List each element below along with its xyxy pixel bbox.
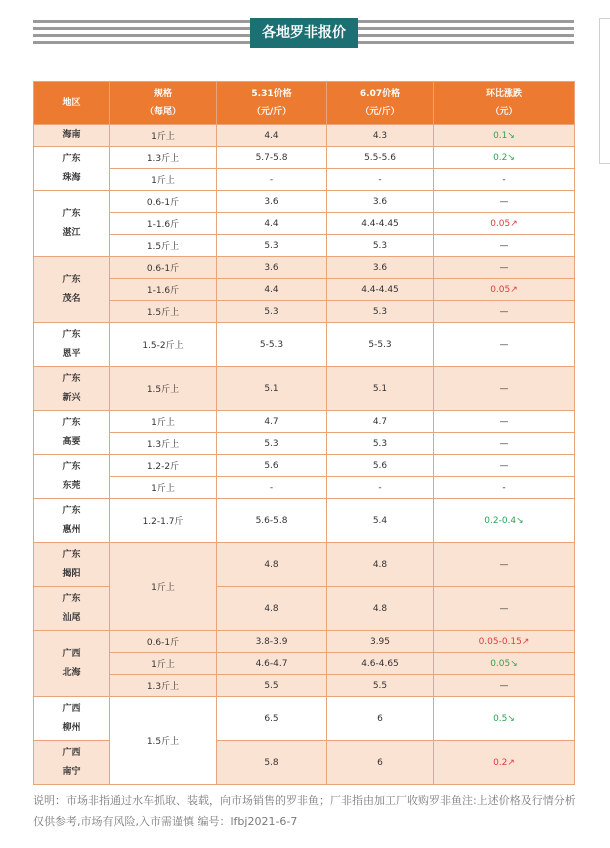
- table-row: [34, 279, 575, 301]
- table-row: [34, 125, 575, 147]
- price-0531-cell: 3.6: [217, 191, 327, 213]
- price-0531-cell: -: [217, 169, 327, 191]
- region-cell: [34, 543, 110, 587]
- price-0531-cell: 4.6-4.7: [217, 653, 327, 675]
- province-label: 广东: [62, 153, 81, 164]
- table-body: [34, 125, 575, 785]
- table-row: [34, 257, 575, 279]
- change-cell: 0.2↘: [434, 147, 575, 169]
- province-label: 广东: [62, 329, 81, 340]
- city-label: 高要: [62, 436, 81, 447]
- change-cell: —: [434, 235, 575, 257]
- province-label: 广东: [62, 505, 81, 516]
- spec-cell: 1.5斤上: [110, 235, 217, 257]
- province-label: 广东: [62, 373, 81, 384]
- change-cell: -: [434, 169, 575, 191]
- region-cell: [34, 499, 110, 543]
- price-0607-cell: 4.8: [327, 587, 434, 631]
- price-0531-cell: 6.5: [217, 697, 327, 741]
- table-row: [34, 433, 575, 455]
- table-row: [34, 477, 575, 499]
- price-0607-cell: 5-5.3: [327, 323, 434, 367]
- price-0607-cell: 4.6-4.65: [327, 653, 434, 675]
- price-0607-cell: 3.6: [327, 257, 434, 279]
- price-0531-cell: 3.6: [217, 257, 327, 279]
- price-0531-cell: 5.3: [217, 235, 327, 257]
- spec-cell: 1.3斤上: [110, 675, 217, 697]
- province-label: 广东: [62, 208, 81, 219]
- spec-cell: 1斤上: [110, 169, 217, 191]
- table-row: [34, 235, 575, 257]
- region-cell: [34, 367, 110, 411]
- province-label: 广西: [62, 648, 81, 659]
- city-label: 揭阳: [62, 568, 81, 579]
- province-label: 广东: [62, 274, 81, 285]
- change-cell: 0.05↘: [434, 653, 575, 675]
- price-0531-cell: 5.7-5.8: [217, 147, 327, 169]
- spec-cell: 1.3斤上: [110, 147, 217, 169]
- price-0531-cell: 5.6-5.8: [217, 499, 327, 543]
- region-cell: [34, 587, 110, 631]
- table-row: [34, 543, 575, 587]
- city-label: 柳州: [62, 722, 81, 733]
- region-cell: [34, 411, 110, 455]
- city-label: 珠海: [62, 172, 81, 183]
- city-label: 新兴: [62, 392, 81, 403]
- table-row: [34, 499, 575, 543]
- province-label: 广西: [62, 703, 81, 714]
- region-cell: [34, 191, 110, 257]
- spec-cell: 1斤上: [110, 477, 217, 499]
- change-cell: —: [434, 191, 575, 213]
- price-0607-cell: 5.1: [327, 367, 434, 411]
- spec-cell: 0.6-1斤: [110, 631, 217, 653]
- table-row: [34, 697, 575, 741]
- spec-cell: 1.2-1.7斤: [110, 499, 217, 543]
- price-0531-cell: 5-5.3: [217, 323, 327, 367]
- spec-cell: 1斤上: [110, 653, 217, 675]
- change-cell: —: [434, 455, 575, 477]
- spec-cell: 1.3斤上: [110, 433, 217, 455]
- spec-cell: 1.5斤上: [110, 697, 217, 785]
- price-0531-cell: 3.8-3.9: [217, 631, 327, 653]
- page-title: 各地罗非报价: [250, 18, 358, 48]
- city-label: 惠州: [62, 524, 81, 535]
- spec-cell: 0.6-1斤: [110, 257, 217, 279]
- province-label: 广西: [62, 747, 81, 758]
- price-0607-cell: 3.6: [327, 191, 434, 213]
- region-cell: [34, 147, 110, 191]
- table-row: [34, 675, 575, 697]
- change-cell: —: [434, 433, 575, 455]
- price-0607-cell: 5.4: [327, 499, 434, 543]
- table-row: [34, 367, 575, 411]
- spec-cell: 1-1.6斤: [110, 213, 217, 235]
- price-0607-cell: 3.95: [327, 631, 434, 653]
- price-0607-cell: 6: [327, 697, 434, 741]
- table-row: [34, 191, 575, 213]
- price-0531-cell: 4.4: [217, 125, 327, 147]
- change-cell: 0.5↘: [434, 697, 575, 741]
- price-0531-cell: 4.7: [217, 411, 327, 433]
- price-0607-cell: 5.5: [327, 675, 434, 697]
- side-panel-edge: [599, 18, 610, 164]
- change-cell: —: [434, 587, 575, 631]
- change-cell: -: [434, 477, 575, 499]
- price-0607-cell: 4.8: [327, 543, 434, 587]
- price-0607-cell: -: [327, 477, 434, 499]
- price-0531-cell: -: [217, 477, 327, 499]
- change-cell: —: [434, 543, 575, 587]
- city-label: 湛江: [62, 227, 81, 238]
- price-0531-cell: 5.8: [217, 741, 327, 785]
- region-cell: [34, 125, 110, 147]
- spec-cell: 1斤上: [110, 543, 217, 631]
- price-0607-cell: 4.7: [327, 411, 434, 433]
- spec-cell: 1-1.6斤: [110, 279, 217, 301]
- spec-cell: 1斤上: [110, 411, 217, 433]
- table-header-row: [34, 82, 575, 125]
- change-cell: —: [434, 367, 575, 411]
- province-label: 广东: [62, 549, 81, 560]
- change-cell: 0.1↘: [434, 125, 575, 147]
- price-0531-cell: 5.6: [217, 455, 327, 477]
- price-0531-cell: 5.3: [217, 301, 327, 323]
- change-cell: 0.05↗: [434, 279, 575, 301]
- change-cell: —: [434, 411, 575, 433]
- spec-cell: 1.2-2斤: [110, 455, 217, 477]
- column-header-price-0531: 5.31价格 （元/斤）: [217, 82, 327, 125]
- region-cell: [34, 697, 110, 741]
- city-label: 海南: [62, 130, 81, 140]
- price-0607-cell: 4.3: [327, 125, 434, 147]
- price-0531-cell: 5.1: [217, 367, 327, 411]
- price-0531-cell: 5.5: [217, 675, 327, 697]
- spec-cell: 0.6-1斤: [110, 191, 217, 213]
- price-0607-cell: 6: [327, 741, 434, 785]
- column-header-spec: 规格 （每尾）: [110, 82, 217, 125]
- price-0607-cell: 4.4-4.45: [327, 279, 434, 301]
- change-cell: 0.2-0.4↘: [434, 499, 575, 543]
- city-label: 汕尾: [62, 612, 81, 623]
- change-cell: 0.05-0.15↗: [434, 631, 575, 653]
- column-header-change: 环比涨跌 （元）: [434, 82, 575, 125]
- region-cell: [34, 323, 110, 367]
- table-row: [34, 301, 575, 323]
- price-0607-cell: -: [327, 169, 434, 191]
- city-label: 东莞: [62, 480, 81, 491]
- price-0531-cell: 4.8: [217, 587, 327, 631]
- column-header-price-0607: 6.07价格 （元/斤）: [327, 82, 434, 125]
- city-label: 北海: [62, 667, 81, 678]
- table-row: [34, 455, 575, 477]
- change-cell: 0.2↗: [434, 741, 575, 785]
- change-cell: —: [434, 257, 575, 279]
- price-0607-cell: 4.4-4.45: [327, 213, 434, 235]
- province-label: 广东: [62, 593, 81, 604]
- price-0531-cell: 4.4: [217, 213, 327, 235]
- change-cell: —: [434, 323, 575, 367]
- table-row: [34, 411, 575, 433]
- price-0531-cell: 4.4: [217, 279, 327, 301]
- table-row: [34, 631, 575, 653]
- price-0607-cell: 5.3: [327, 301, 434, 323]
- city-label: 恩平: [62, 348, 81, 359]
- table-row: [34, 213, 575, 235]
- spec-cell: 1.5斤上: [110, 301, 217, 323]
- price-0531-cell: 4.8: [217, 543, 327, 587]
- table-row: [34, 147, 575, 169]
- table-row: [34, 323, 575, 367]
- price-table: [33, 81, 575, 785]
- region-cell: [34, 741, 110, 785]
- price-0531-cell: 5.3: [217, 433, 327, 455]
- price-0607-cell: 5.3: [327, 235, 434, 257]
- region-cell: [34, 257, 110, 323]
- spec-cell: 1.5斤上: [110, 367, 217, 411]
- change-cell: —: [434, 675, 575, 697]
- spec-cell: 1.5-2斤上: [110, 323, 217, 367]
- city-label: 南宁: [62, 766, 81, 777]
- price-0607-cell: 5.6: [327, 455, 434, 477]
- price-0607-cell: 5.5-5.6: [327, 147, 434, 169]
- change-cell: 0.05↗: [434, 213, 575, 235]
- footnote: 说明：市场非指通过水车抓取、装载，向市场销售的罗非鱼；厂非指由加工厂收购罗非鱼注:上述价格及行情分析仅供参考,市场有风险,入市需谨慎 编号：lfbj2021-6-7: [33, 794, 576, 828]
- table-row: [34, 169, 575, 191]
- province-label: 广东: [62, 461, 81, 472]
- city-label: 茂名: [62, 293, 81, 304]
- spec-cell: 1斤上: [110, 125, 217, 147]
- price-0607-cell: 5.3: [327, 433, 434, 455]
- table-row: [34, 653, 575, 675]
- change-cell: —: [434, 301, 575, 323]
- region-cell: [34, 631, 110, 697]
- column-header-region: 地区: [34, 82, 110, 125]
- region-cell: [34, 455, 110, 499]
- province-label: 广东: [62, 417, 81, 428]
